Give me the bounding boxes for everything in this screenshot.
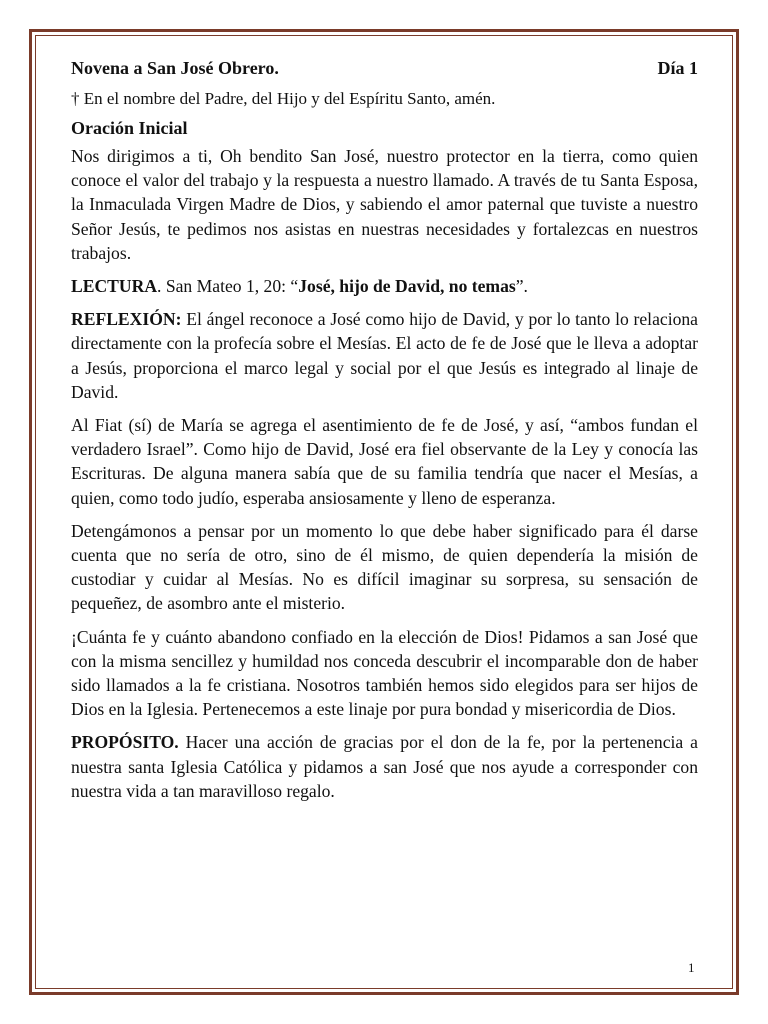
- reading-end: ”.: [515, 276, 528, 297]
- reading-label: LECTURA: [71, 276, 158, 297]
- document-body: [71, 56, 698, 812]
- page-number: 1: [688, 960, 695, 975]
- document-header: [71, 56, 698, 80]
- reading-quote: José, hijo de David, no temas: [298, 276, 516, 297]
- reading-paragraph: [71, 274, 698, 298]
- reflection-paragraph-2: Al Fiat (sí) de María se agrega el asentimiento de fe de José, y así, “ambos fundan el verdadero Israel”. Como hijo de David, José era fiel observante de la Ley y conocía las Escrituras. De alguna manera sabía que de su familia tendría que nacer el Mesías, a quien, como todo judío, esperaba ansiosamente y lleno de esperanza.: [71, 415, 698, 508]
- reflection-paragraph-1: [71, 307, 698, 404]
- invocation: † En el nombre del Padre, del Hijo y del Espíritu Santo, amén.: [71, 89, 496, 108]
- reading-citation: . San Mateo 1, 20: “: [157, 276, 299, 297]
- purpose-text: Hacer una acción de gracias por el don de la fe, por la pertenencia a nuestra santa Iglesia Católica y pidamos a san José que nos ayude a corresponder con nuestra vida a tan maravilloso regalo.: [71, 732, 698, 801]
- day-label: Día 1: [657, 58, 698, 78]
- reflection-paragraph-4: ¡Cuánta fe y cuánto abandono confiado en la elección de Dios! Pidamos a san José que con la misma sencillez y humildad nos conceda descubrir el incomparable don de haber sido llamados a la fe cristiana. Nosotros también hemos sido elegidos para ser hijos de Dios en la Iglesia. Pertenecemos a este linaje por pura bondad y misericordia de Dios.: [71, 626, 698, 720]
- reflection-label: REFLEXIÓN:: [71, 309, 182, 330]
- purpose-label: PROPÓSITO.: [71, 732, 179, 753]
- opening-prayer-heading: Oración Inicial: [71, 118, 188, 138]
- opening-prayer-text: Nos dirigimos a ti, Oh bendito San José, nuestro protector en la tierra, como quien conoce el valor del trabajo y la respuesta a nuestro llamado. A través de tu Santa Esposa, la Inmaculada Virgen Madre de Dios, y sabiendo el amor paternal que tuviste a nuestro Señor Jesús, te pedimos nos asistas en nuestras necesidades y fortalezcas en nuestros trabajos.: [71, 146, 698, 263]
- document-title: Novena a San José Obrero.: [71, 58, 279, 78]
- purpose-paragraph: [71, 730, 698, 803]
- reflection-text-1: El ángel reconoce a José como hijo de David, y por lo tanto lo relaciona directamente con la profecía sobre el Mesías. El acto de fe de José que le lleva a adoptar a Jesús, proporciona el marco legal y social por el que Jesús es integrado al linaje de David.: [71, 309, 698, 402]
- reflection-paragraph-3: Detengámonos a pensar por un momento lo que debe haber significado para él darse cuenta que no sería de otro, sino de él mismo, de quien dependería la misión de custodiar y cuidar al Mesías. No es difícil imaginar su sorpresa, su sensación de pequeñez, de asombro ante el misterio.: [71, 520, 698, 614]
